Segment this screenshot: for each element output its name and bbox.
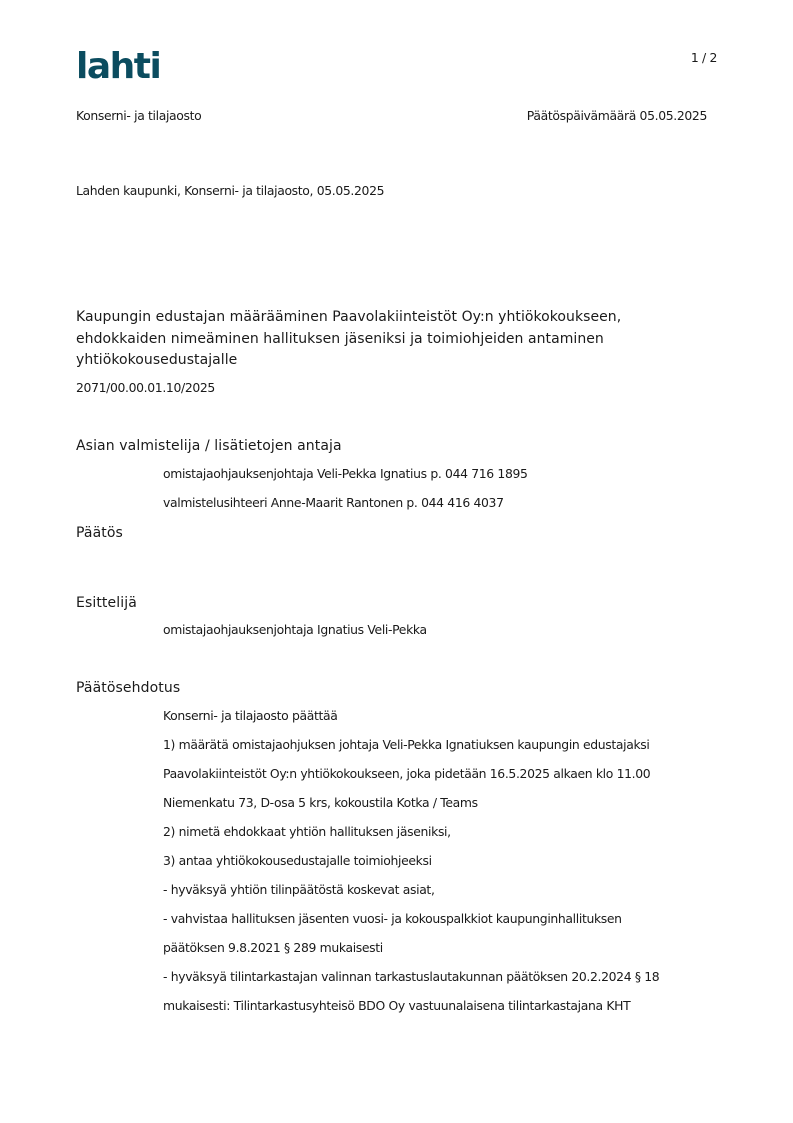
meeting-line: Lahden kaupunki, Konserni- ja tilajaosto, 05.05.2025: [76, 183, 385, 198]
preparer-line: omistajaohjauksenjohtaja Veli-Pekka Ignatius p. 044 716 1895: [163, 466, 528, 481]
decision-heading: Päätös: [76, 525, 123, 541]
proposal-line: päätöksen 9.8.2021 § 289 mukaisesti: [163, 940, 383, 955]
decision-date: Päätöspäivämäärä 05.05.2025: [526, 108, 707, 123]
proposal-line: - vahvistaa hallituksen jäsenten vuosi- ja kokouspalkkiot kaupunginhallituksen: [163, 911, 622, 926]
svg-text:lahti: lahti: [76, 46, 161, 87]
page-title: Kaupungin edustajan määrääminen Paavolakiinteistöt Oy:n yhtiökokoukseen, ehdokkaiden nimeäminen hallituksen jäseniksi ja toimiohjeiden antaminen yhtiökokousedustajalle: [76, 309, 622, 368]
proposal-line: mukaisesti: Tilintarkastusyhteisö BDO Oy vastuunalaisena tilintarkastajana KHT: [163, 998, 631, 1013]
proposal-line: Niemenkatu 73, D-osa 5 krs, kokoustila Kotka / Teams: [163, 795, 478, 810]
preparer-line: valmistelusihteeri Anne-Maarit Rantonen p. 044 416 4037: [163, 495, 504, 510]
preparer-heading: Asian valmistelija / lisätietojen antaja: [76, 438, 342, 454]
proposal-line: 2) nimetä ehdokkaat yhtiön hallituksen jäseniksi,: [163, 824, 451, 839]
proposal-line: 1) määrätä omistajaohjuksen johtaja Veli-Pekka Ignatiuksen kaupungin edustajaksi: [163, 737, 650, 752]
lahti-logo: [76, 40, 176, 88]
proposal-heading: Päätösehdotus: [76, 680, 181, 696]
presenter-heading: Esittelijä: [76, 595, 137, 611]
proposal-line: Paavolakiinteistöt Oy:n yhtiökokoukseen, joka pidetään 16.5.2025 alkaen klo 11.00: [163, 766, 651, 781]
proposal-line: - hyväksyä tilintarkastajan valinnan tarkastuslautakunnan päätöksen 20.2.2024 § 18: [163, 969, 660, 984]
diary-number: 2071/00.00.01.10/2025: [76, 380, 215, 395]
presenter-name: omistajaohjauksenjohtaja Ignatius Veli-Pekka: [163, 622, 427, 637]
body-name: Konserni- ja tilajaosto: [76, 108, 202, 123]
proposal-line: 3) antaa yhtiökokousedustajalle toimiohjeeksi: [163, 853, 432, 868]
proposal-line: - hyväksyä yhtiön tilinpäätöstä koskevat asiat,: [163, 882, 435, 897]
page-number: 1 / 2: [690, 50, 717, 65]
proposal-line: Konserni- ja tilajaosto päättää: [163, 708, 338, 723]
